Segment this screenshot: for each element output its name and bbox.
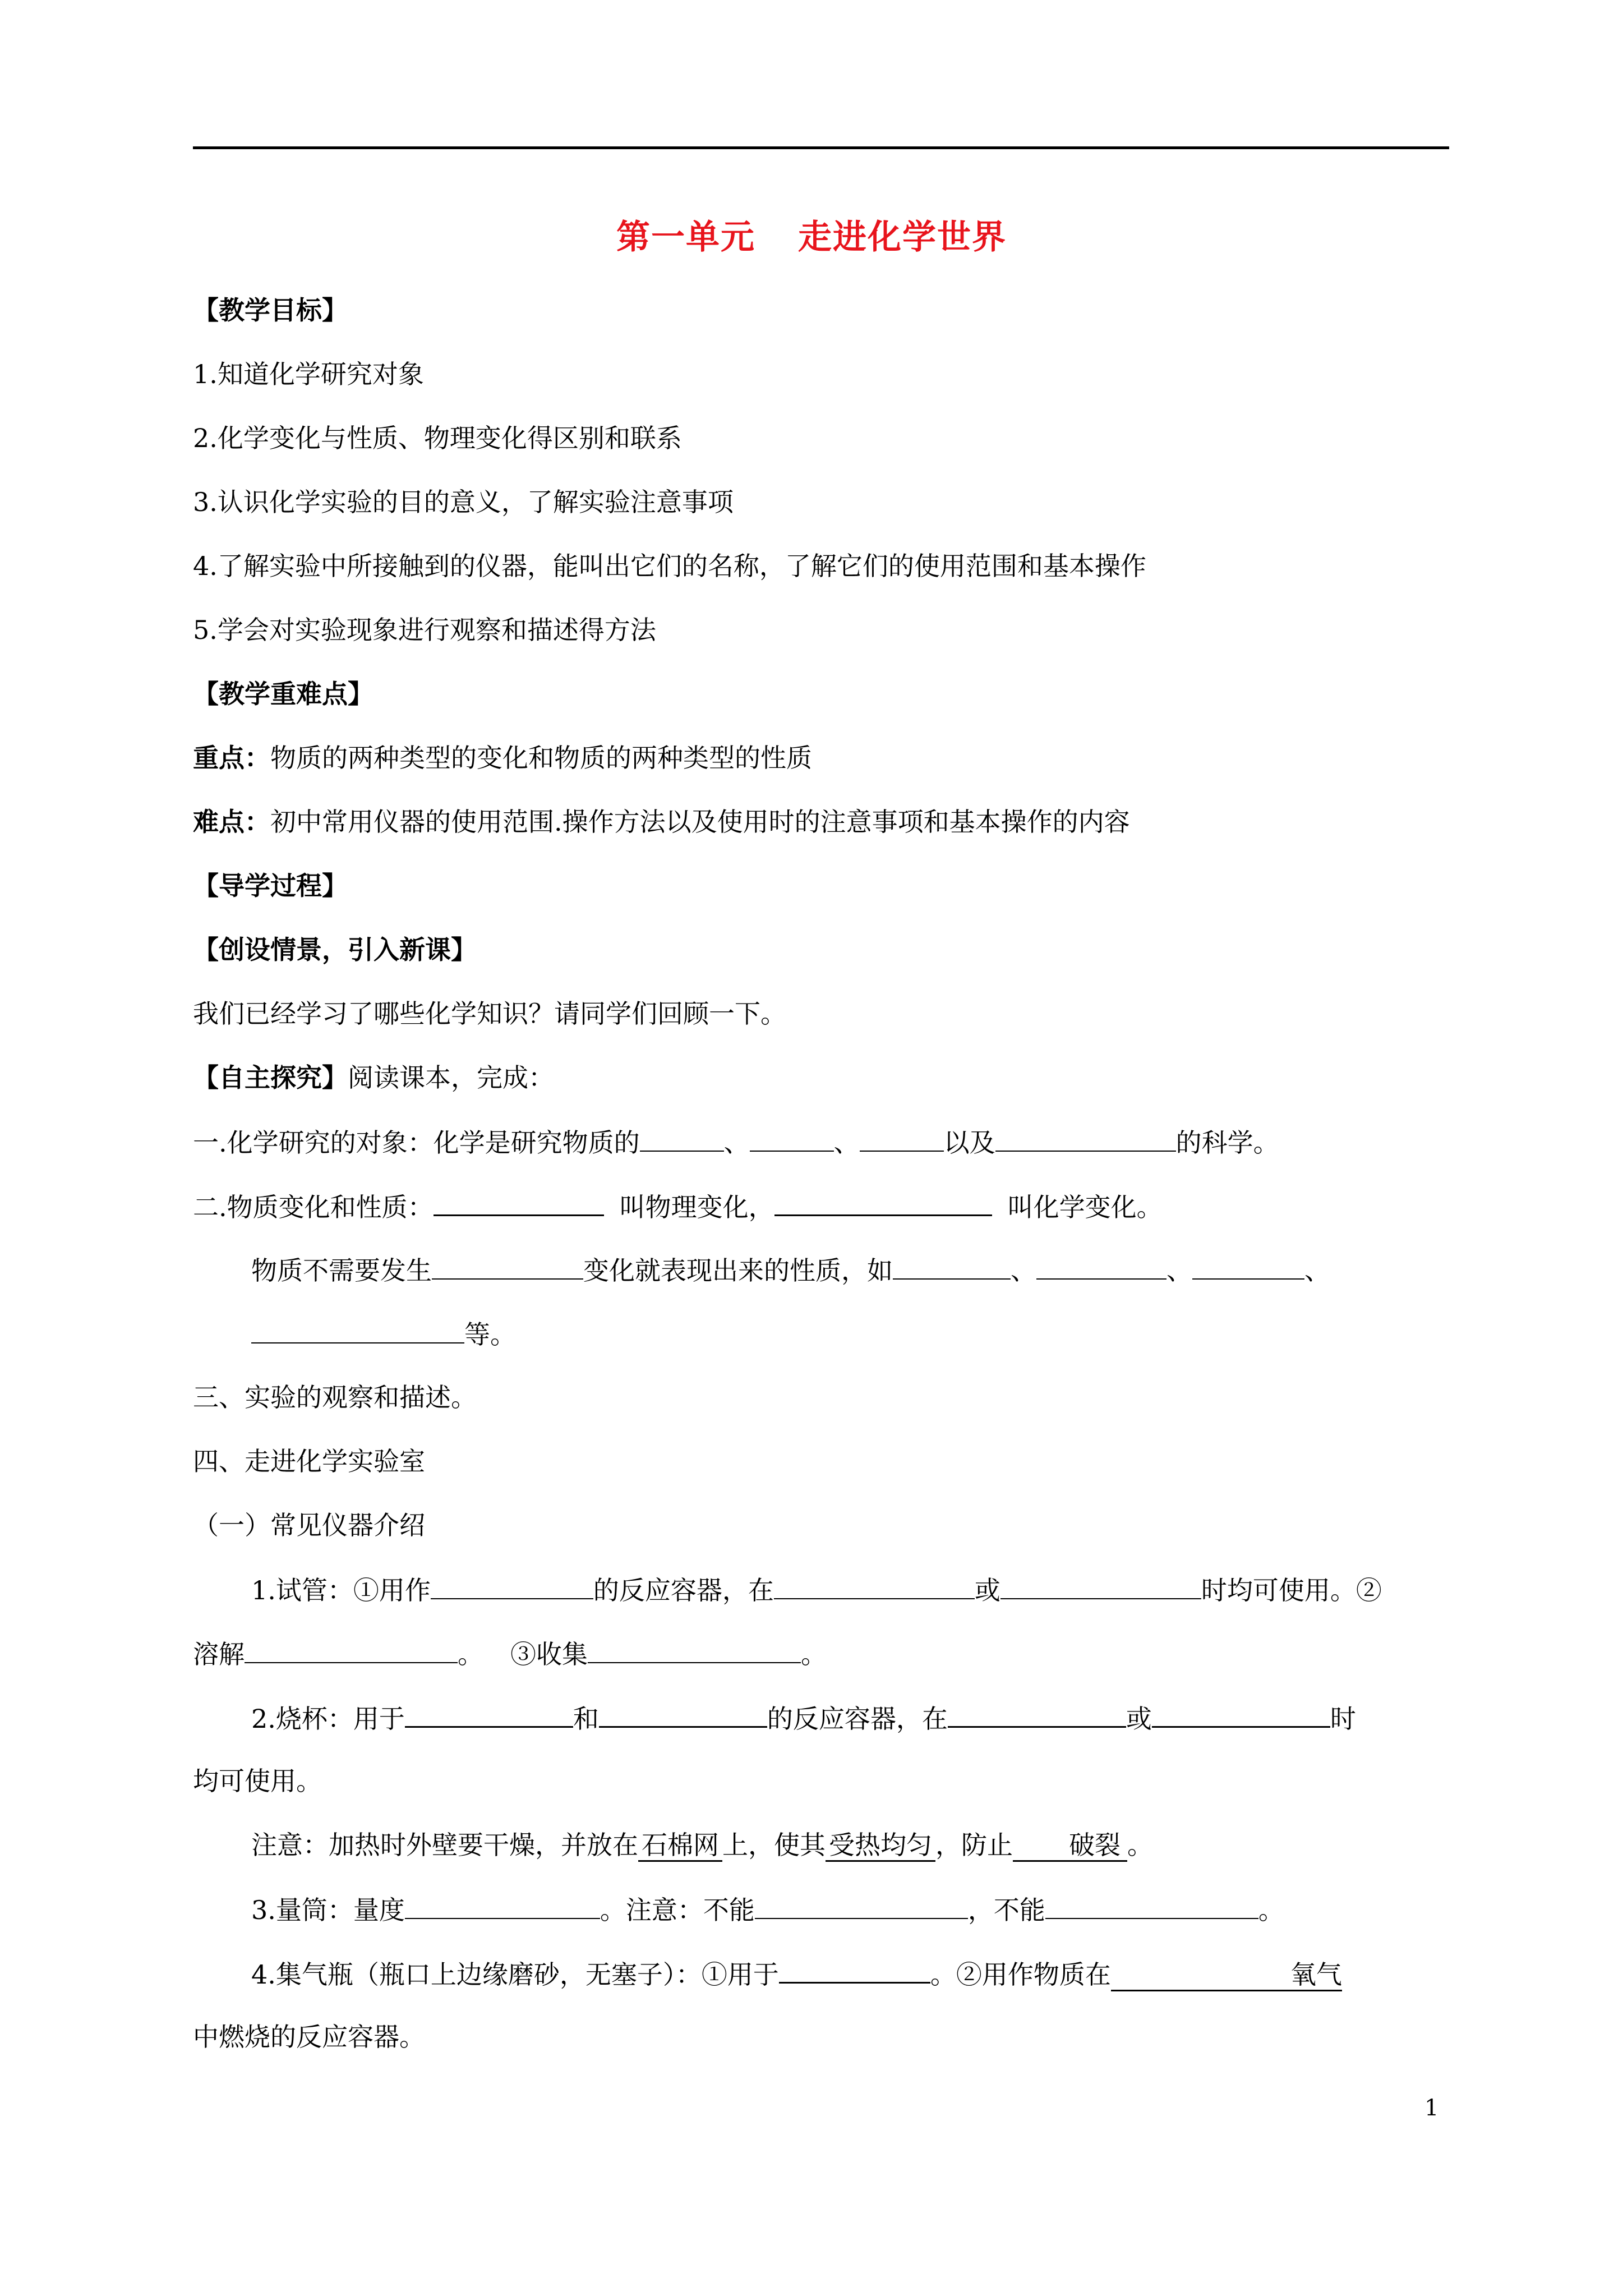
question-2-line-3 bbox=[251, 1317, 516, 1351]
blank-field[interactable] bbox=[1000, 1572, 1201, 1599]
blank-field[interactable] bbox=[245, 1636, 458, 1663]
tube-text-c: 或 bbox=[974, 1575, 1000, 1605]
beaker-note-b: 上，使其 bbox=[722, 1830, 826, 1860]
blank-field[interactable] bbox=[1152, 1700, 1330, 1728]
question-1 bbox=[193, 1125, 1279, 1159]
gas-jar-line-2: 中燃烧的反应容器。 bbox=[193, 2022, 425, 2052]
objective-1: 1.知道化学研究对象 bbox=[193, 359, 424, 389]
blank-field[interactable] bbox=[779, 1956, 930, 1984]
beaker-text-e: 时 bbox=[1330, 1704, 1356, 1734]
process-heading: 【导学过程】 bbox=[193, 871, 348, 901]
explore-text: 阅读课本，完成： bbox=[348, 1062, 554, 1093]
objective-5: 5.学会对实验现象进行观察和描述得方法 bbox=[193, 615, 656, 645]
blank-field[interactable] bbox=[1045, 1892, 1258, 1919]
test-tube-line bbox=[251, 1572, 1382, 1607]
answer-even-heating: 受热均匀 bbox=[826, 1830, 935, 1862]
objective-4: 4.了解实验中所接触到的仪器，能叫出它们的名称，了解它们的使用范围和基本操作 bbox=[193, 551, 1146, 581]
beaker-text-d: 或 bbox=[1126, 1704, 1152, 1734]
answer-cracking: 破裂 bbox=[1013, 1830, 1127, 1862]
scene-heading: 【创设情景，引入新课】 bbox=[193, 935, 477, 965]
q1-sep-2: 、 bbox=[833, 1128, 860, 1158]
beaker-text-c: 的反应容器，在 bbox=[767, 1704, 948, 1734]
key-text: 物质的两种类型的变化和物质的两种类型的性质 bbox=[270, 743, 812, 773]
gasjar-text-a: 4.集气瓶（瓶口上边缘磨砂，无塞子）：①用于 bbox=[251, 1959, 779, 1990]
objectives-heading: 【教学目标】 bbox=[193, 295, 348, 325]
question-2-line-2 bbox=[251, 1253, 1330, 1287]
blank-field[interactable] bbox=[599, 1700, 767, 1728]
q2-text-b: 叫物理变化， bbox=[619, 1192, 774, 1222]
q2-line3-end: 等。 bbox=[464, 1319, 516, 1350]
tube-text-h: 。 bbox=[801, 1639, 827, 1669]
blank-field[interactable] bbox=[774, 1572, 975, 1599]
blank-field[interactable] bbox=[432, 1253, 583, 1280]
beaker-line bbox=[251, 1700, 1356, 1736]
q1-text-d: 以及 bbox=[943, 1128, 995, 1158]
tube-text-b: 的反应容器，在 bbox=[593, 1575, 774, 1605]
blank-field[interactable] bbox=[640, 1125, 724, 1152]
blank-field[interactable] bbox=[948, 1700, 1126, 1728]
tube-text-f: 。 bbox=[458, 1639, 483, 1669]
blank-field[interactable] bbox=[893, 1253, 1011, 1280]
blank-field[interactable] bbox=[1192, 1253, 1304, 1280]
q2-sep: 、 bbox=[1304, 1255, 1330, 1286]
beaker-note-a: 注意：加热时外壁要干燥，并放在 bbox=[251, 1830, 638, 1860]
beaker-note bbox=[251, 1828, 1153, 1862]
header-rule bbox=[193, 146, 1449, 149]
page-title bbox=[0, 210, 1623, 259]
q2-sep: 、 bbox=[1011, 1255, 1036, 1286]
q2-sep: 、 bbox=[1166, 1255, 1192, 1286]
blank-field[interactable] bbox=[405, 1892, 600, 1919]
beaker-text-a: 2.烧杯：用于 bbox=[251, 1704, 405, 1734]
q2-text-c: 叫化学变化。 bbox=[1007, 1192, 1163, 1222]
blank-field[interactable] bbox=[860, 1125, 944, 1152]
cylinder-text-c: ，不能 bbox=[967, 1895, 1045, 1925]
blank-field[interactable] bbox=[1036, 1253, 1166, 1280]
key-label: 重点： bbox=[193, 743, 270, 773]
blank-field[interactable] bbox=[755, 1892, 968, 1919]
q1-text-e: 的科学。 bbox=[1175, 1128, 1279, 1158]
gas-jar-line bbox=[251, 1956, 1342, 1991]
cylinder-text-d: 。 bbox=[1258, 1895, 1284, 1925]
test-tube-line-2 bbox=[193, 1636, 827, 1671]
q1-sep-1: 、 bbox=[723, 1128, 750, 1158]
difficulty-text: 初中常用仪器的使用范围.操作方法以及使用时的注意事项和基本操作的内容 bbox=[270, 807, 1130, 837]
gasjar-text-b: 。②用作物质在 bbox=[930, 1959, 1111, 1990]
beaker-note-d: 。 bbox=[1127, 1830, 1153, 1860]
beaker-note-c: ，防止 bbox=[935, 1830, 1013, 1860]
objective-2: 2.化学变化与性质、物理变化得区别和联系 bbox=[193, 423, 682, 453]
explore-label: 【自主探究】 bbox=[193, 1062, 348, 1093]
cylinder-line bbox=[251, 1892, 1284, 1927]
answer-oxygen: 氧气 bbox=[1111, 1959, 1342, 1991]
key-point-line bbox=[193, 741, 812, 775]
difficulty-line bbox=[193, 805, 1130, 839]
title-unit: 第一单元 bbox=[616, 218, 755, 257]
blank-field[interactable] bbox=[434, 1189, 604, 1216]
explore-line bbox=[193, 1061, 554, 1094]
cylinder-text-b: 。注意：不能 bbox=[600, 1895, 755, 1925]
key-points-heading: 【教学重难点】 bbox=[193, 679, 374, 709]
title-topic: 走进化学世界 bbox=[798, 218, 1007, 257]
beaker-line-2: 均可使用。 bbox=[193, 1766, 322, 1796]
page-number: 1 bbox=[1424, 2095, 1439, 2121]
blank-field[interactable] bbox=[588, 1636, 801, 1663]
question-2 bbox=[193, 1189, 1163, 1224]
difficulty-label: 难点： bbox=[193, 807, 270, 837]
q2-line2-b: 变化就表现出来的性质，如 bbox=[583, 1255, 893, 1286]
tube-text-e: 溶解 bbox=[193, 1639, 245, 1669]
tube-text-a: 1.试管：①用作 bbox=[251, 1575, 431, 1605]
tube-text-d: 时均可使用。② bbox=[1201, 1575, 1382, 1605]
q2-line2-a: 物质不需要发生 bbox=[251, 1255, 432, 1286]
question-4: 四、走进化学实验室 bbox=[193, 1446, 425, 1476]
blank-field[interactable] bbox=[405, 1700, 573, 1728]
objective-3: 3.认识化学实验的目的意义，了解实验注意事项 bbox=[193, 487, 734, 517]
cylinder-text-a: 3.量筒：量度 bbox=[251, 1895, 405, 1925]
q1-text-a: 一.化学研究的对象：化学是研究物质的 bbox=[193, 1128, 640, 1158]
tube-text-g: ③收集 bbox=[510, 1639, 588, 1669]
q2-text-a: 二.物质变化和性质： bbox=[193, 1192, 434, 1222]
scene-text: 我们已经学习了哪些化学知识？请同学们回顾一下。 bbox=[193, 999, 786, 1029]
blank-field[interactable] bbox=[251, 1317, 464, 1343]
blank-field[interactable] bbox=[750, 1125, 834, 1152]
question-3: 三、实验的观察和描述。 bbox=[193, 1382, 477, 1412]
subsection-heading: （一）常见仪器介绍 bbox=[193, 1510, 425, 1540]
blank-field[interactable] bbox=[431, 1572, 593, 1599]
blank-field[interactable] bbox=[995, 1125, 1176, 1152]
blank-field[interactable] bbox=[774, 1189, 992, 1216]
answer-asbestos-gauze: 石棉网 bbox=[638, 1830, 722, 1862]
beaker-text-b: 和 bbox=[573, 1704, 599, 1734]
